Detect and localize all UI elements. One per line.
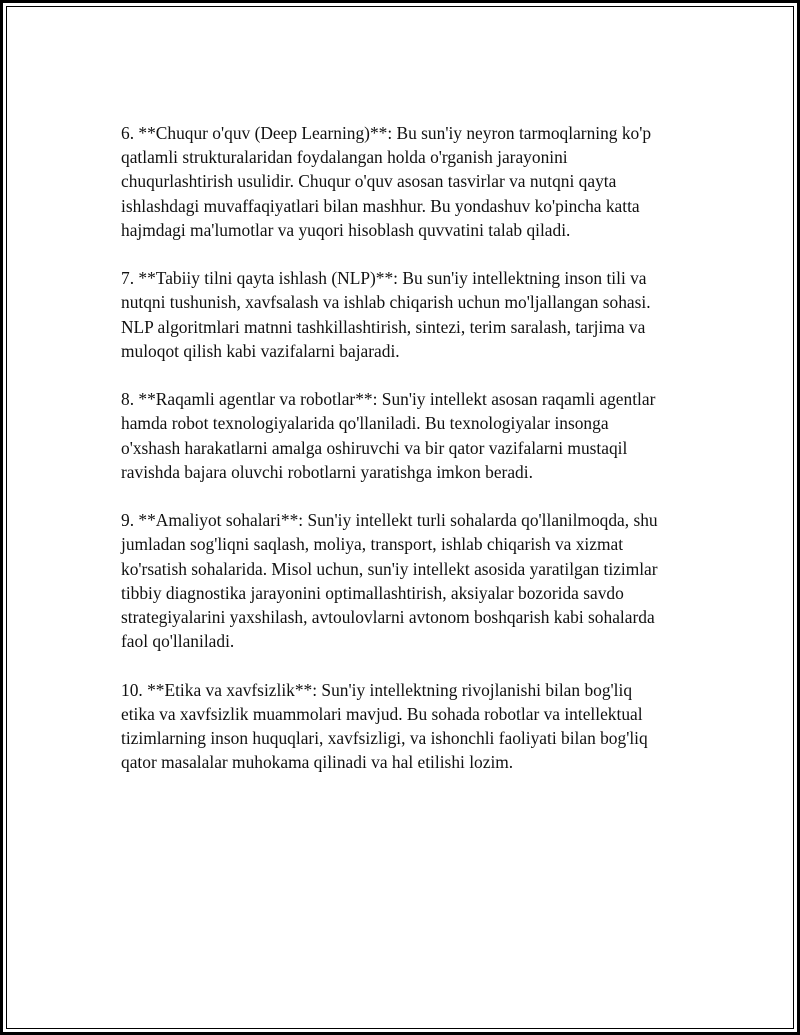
paragraph-deep-learning: 6. **Chuqur o'quv (Deep Learning)**: Bu sun'iy neyron tarmoqlarning ko'p qatlamli strukturalaridan foydalangan holda o'rganish jarayonini chuqurlashtirish usulidir. Chuqur o'quv asosan tasvirlar va nutqni qayta ishlashdagi muvaffaqiyatlari bilan mashhur. Bu yondashuv ko'pincha katta hajmdagi ma'lumotlar va yuqori hisoblash quvvatini talab qiladi. — [121, 123, 652, 240]
paragraph-ethics-safety: 10. **Etika va xavfsizlik**: Sun'iy intellektning rivojlanishi bilan bog'liq etika va xavfsizlik muammolari mavjud. Bu sohada robotlar va intellektual tizimlarning inson huquqlari, xavfsizligi, va ishonchli faoliyati bilan bog'liq qator masalalar muhokama qilinadi va hal etilishi lozim. — [121, 679, 648, 773]
paragraph-application-areas: 9. **Amaliyot sohalari**: Sun'iy intellekt turli sohalarda qo'llanilmoqda, shu jumladan sog'liqni saqlash, moliya, transport, ishlab chiqarish va xizmat ko'rsatish sohalarida. Misol uchun, sun'iy intellekt asosida yaratilgan tizimlar tibbiy diagnostika jarayonini optimallashtirish, aksiyalar bozorida savdo strategiyalarini yaxshilash, avtoulovlarni avtonom boshqarish kabi sohalarda faol qo'llaniladi. — [121, 510, 658, 652]
document-body — [121, 121, 701, 799]
paragraph-nlp: 7. **Tabiiy tilni qayta ishlash (NLP)**: Bu sun'iy intellektning inson tili va nutqni tushunish, xavfsalash va ishlab chiqarish uchun mo'ljallangan sohasi. NLP algoritmlari matnni tashkillashtirish, sintezi, terim saralash, tarjima va muloqot qilish kabi vazifalarni bajaradi. — [121, 268, 651, 361]
paragraph-digital-agents-robots: 8. **Raqamli agentlar va robotlar**: Sun'iy intellekt asosan raqamli agentlar hamda robot texnologiyalarida qo'llaniladi. Bu texnologiyalar insonga o'xshash harakatlarni amalga oshiruvchi va bir qator vazifalarni mustaqil ravishda bajara oluvchi robotlarni yaratishga imkon beradi. — [121, 389, 656, 482]
